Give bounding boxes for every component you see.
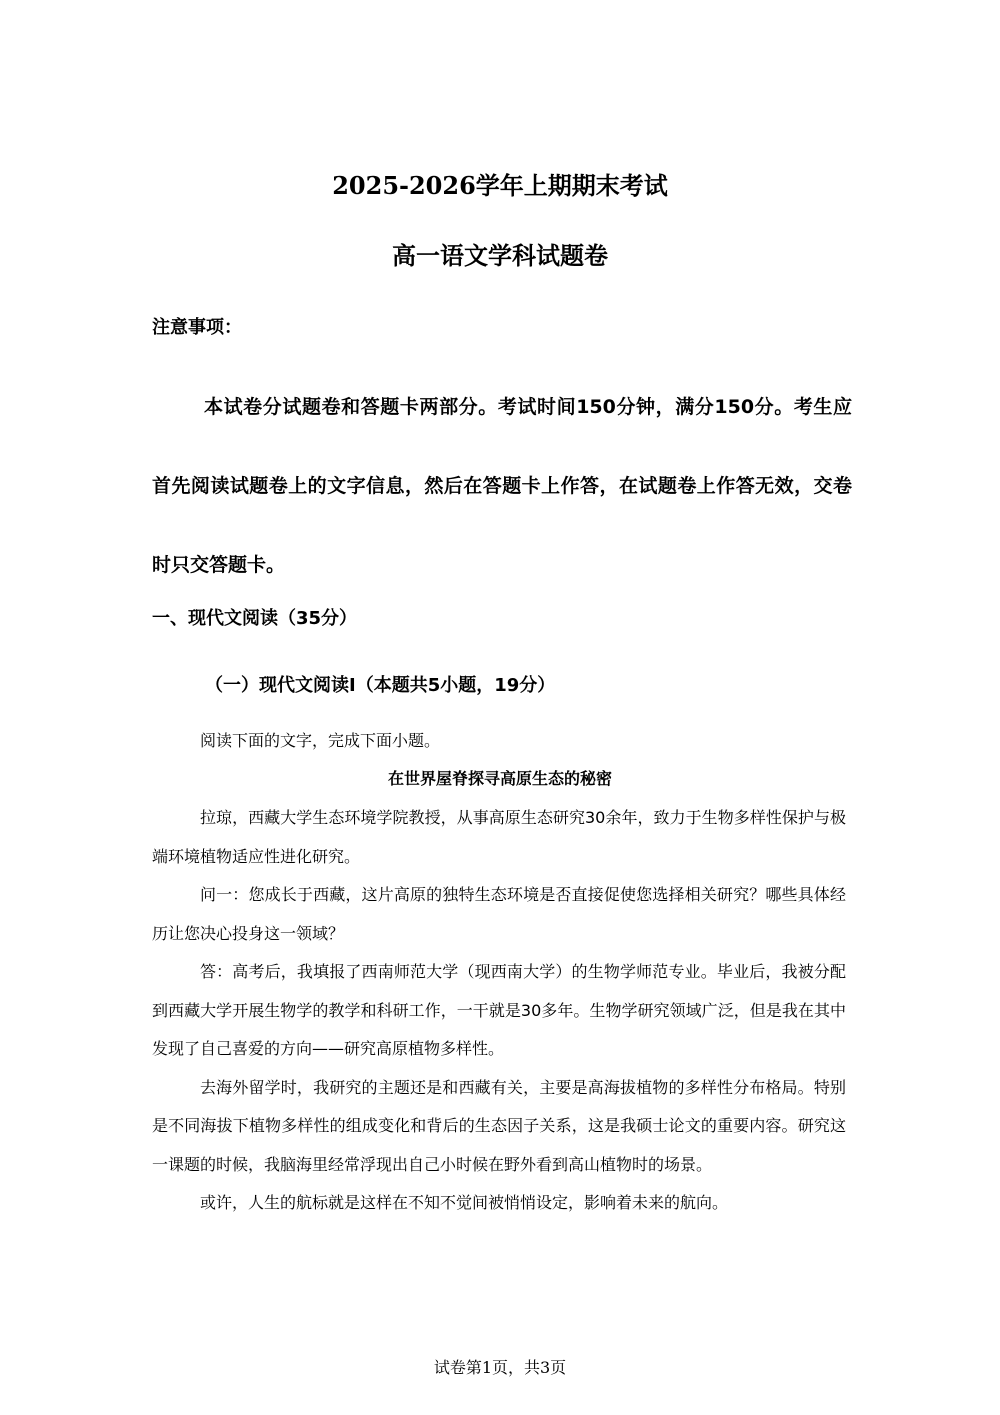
exam-subtitle: 高一语文学科试题卷 [392,241,608,270]
notice-heading: 注意事项： [152,317,242,338]
article-body [152,799,846,1223]
notice-body: 本试卷分试题卷和答题卡两部分。考试时间150分钟，满分150分。考生应首先阅读试题卷上的文字信息，然后在答题卡上作答，在试题卷上作答无效，交卷时只交答题卡。 [152,396,852,576]
page-footer: 试卷第1页，共3页 [433,1358,567,1377]
exam-title: 2025-2026学年上期期末考试 [332,171,668,200]
article-paragraph: 答：高考后，我填报了西南师范大学（现西南大学）的生物学师范专业。毕业后，我被分配到西藏大学开展生物学的教学和科研工作，一干就是30多年。生物学研究领域广泛，但是我在其中发现了自己喜爱的方向——研究高原植物多样性。 [152,962,846,1058]
article-paragraph: 或许，人生的航标就是这样在不知不觉间被悄悄设定，影响着未来的航向。 [200,1193,729,1212]
article-paragraph: 问一：您成长于西藏，这片高原的独特生态环境是否直接促使您选择相关研究？哪些具体经历让您决心投身这一领域？ [152,885,846,943]
reading-instruction: 阅读下面的文字，完成下面小题。 [200,731,441,750]
article-paragraph: 去海外留学时，我研究的主题还是和西藏有关，主要是高海拔植物的多样性分布格局。特别是不同海拔下植物多样性的组成变化和背后的生态因子关系，这是我硕士论文的重要内容。研究这一课题的时候，我脑海里经常浮现出自己小时候在野外看到高山植物时的场景。 [152,1077,846,1174]
article-paragraph: 拉琼，西藏大学生态环境学院教授，从事高原生态研究30余年，致力于生物多样性保护与极端环境植物适应性进化研究。 [152,808,846,866]
subsection-heading: （一）现代文阅读Ⅰ（本题共5小题，19分） [205,675,556,696]
article-title: 在世界屋脊探寻高原生态的秘密 [387,769,612,788]
section-heading: 一、现代文阅读（35分） [152,608,358,629]
